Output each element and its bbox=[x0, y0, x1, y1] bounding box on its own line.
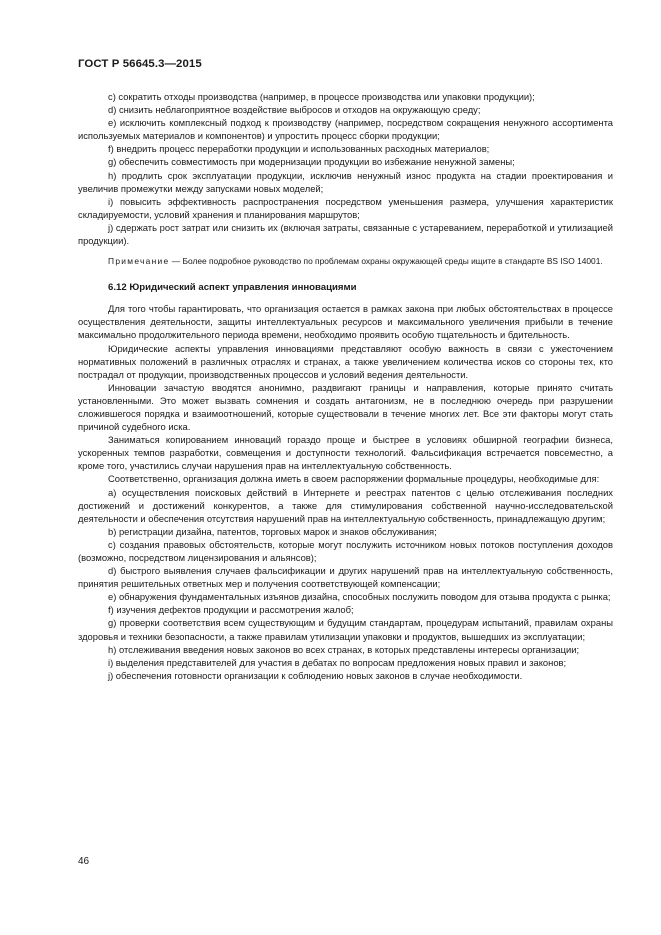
list-item-a: a) осуществления поисковых действий в Интернете и реестрах патентов с целью отслеживания последних достижений и достижений конкурентов, а также для стимулирования собственной научно-исследовательской деятельности и обеспечения отсутствия нарушений прав на интеллектуальную собственность, принадлежащую другим; bbox=[78, 486, 613, 524]
list-item-c: c) сократить отходы производства (например, в процессе производства или упаковки продукции); bbox=[108, 91, 535, 102]
page-content bbox=[78, 90, 613, 682]
list-item-j: j) обеспечения готовности организации к соблюдению новых законов в случае необходимости. bbox=[108, 669, 523, 681]
note bbox=[78, 255, 613, 267]
list-item-d: d) быстрого выявления случаев фальсификации и других нарушений прав на интеллектуальную собственность, принятия решительных ответных мер и получения соответствующей компенсации; bbox=[78, 565, 613, 590]
note-text: — Более подробное руководство по проблемам охраны окружающей среды ищите в стандарте BS ISO 14001. bbox=[169, 256, 603, 267]
list-item-d: d) снизить неблагоприятное воздействие выбросов и отходов на окружающую среду; bbox=[108, 104, 481, 116]
list-item-h: h) продлить срок эксплуатации продукции, исключив ненужный износ продукта на стадии проектирования и увеличив промежутки между запусками новых моделей; bbox=[78, 169, 613, 194]
list-item-e: e) обнаружения фундаментальных изъянов дизайна, способных послужить поводом для отзыва продукта с рынка; bbox=[108, 591, 611, 603]
section-title: 6.12 Юридический аспект управления инновациями bbox=[108, 282, 357, 294]
list-item-c: c) создания правовых обстоятельств, которые могут послужить источником новых потоков поступления доходов (возможно, посредством лицензирования и альянсов); bbox=[78, 538, 613, 563]
list-item-f: f) внедрить процесс переработки продукции и использованных расходных материалов; bbox=[108, 143, 490, 155]
list-item-b: b) регистрации дизайна, патентов, торговых марок и знаков обслуживания; bbox=[108, 525, 437, 537]
paragraph: Инновации зачастую вводятся анонимно, раздвигают границы и направления, которые принято считать установленными. Это может вызвать сомнения и создать антагонизм, не в последнюю очередь при разрушении сложившегося порядка и взаимоотношений, которые существовали в течение многих лет. Все эти факторы могут стать причиной судебного иска. bbox=[78, 381, 613, 433]
list-item-i: i) выделения представителей для участия в дебатах по вопросам предложения новых правил и законов; bbox=[108, 656, 567, 668]
list-item-e: e) исключить комплексный подход к производству (например, посредством сокращения ненужного ассортимента используемых материалов и компонентов) и упростить процесс сборки продукции; bbox=[78, 117, 613, 142]
paragraph: Заниматься копированием инноваций гораздо проще и быстрее в условиях обширной географии бизнеса, ускоренных темпов разработки, совмещения и доступности технологий. Фальсификация встречается повсеместно, а кроме того, участились случаи нарушения прав на интеллектуальную собственность. bbox=[78, 434, 613, 472]
list-item-g: g) проверки соответствия всем существующим и будущим стандартам, процедурам испытаний, правилам охраны здоровья и техники безопасности, а также правилам утилизации упаковки и продуктов, вышедших из эксплуатации; bbox=[78, 617, 613, 642]
paragraph: Для того чтобы гарантировать, что организация остается в рамках закона при любых обстоятельствах в процессе осуществления деятельности, защиты интеллектуальных ресурсов и максимального увеличения прибыли в течение максимально продолжительного периода времени, необходимо проявить особую тщательность и бдительность. bbox=[78, 303, 613, 341]
paragraph: Соответственно, организация должна иметь в своем распоряжении формальные процедуры, необходимые для: bbox=[108, 473, 600, 485]
note-label: Примечание bbox=[108, 256, 170, 267]
list-item-i: i) повысить эффективность распространения посредством уменьшения размера, улучшения характеристик складируемости, условий хранения и планирования маршрутов; bbox=[78, 195, 613, 220]
standard-header: ГОСТ Р 56645.3—2015 bbox=[78, 58, 202, 70]
list-item-f: f) изучения дефектов продукции и рассмотрения жалоб; bbox=[108, 604, 354, 616]
page-number: 46 bbox=[78, 856, 90, 867]
list-item-g: g) обеспечить совместимость при модернизации продукции во избежание ненужной замены; bbox=[108, 156, 515, 168]
list-item-j: j) сдержать рост затрат или снизить их (включая затраты, связанные с устареванием, переработкой и утилизацией продукции). bbox=[78, 221, 613, 247]
list-item-h: h) отслеживания введения новых законов во всех странах, в которых представлены интересы организации; bbox=[108, 643, 580, 655]
paragraph: Юридические аспекты управления инновациями представляют особую важность в связи с ужесточением нормативных положений в различных отраслях и странах, а также увеличением количества исков со стороны тех, кто пострадал от продукции, производственных процессов и условий ведения деятельности. bbox=[78, 342, 613, 380]
